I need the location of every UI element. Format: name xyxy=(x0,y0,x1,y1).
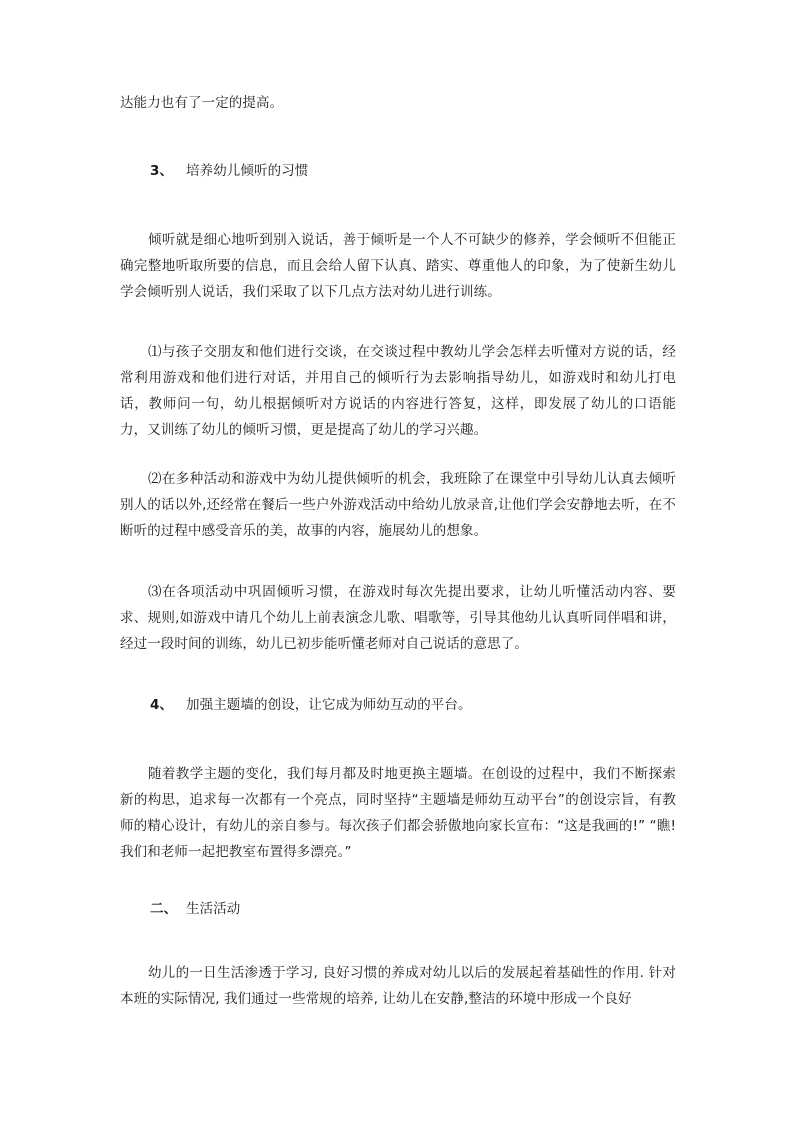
section-3-intro-paragraph: 倾听就是细心地听到别入说话，善于倾听是一个人不可缺少的修养，学会倾听不但能正确完整地听取所要的信息，而且会给人留下认真、踏实、尊重他人的印象，为了使新生幼儿学会倾听别人说话，我们采取了以下几点方法对幼儿进行训练。 xyxy=(120,232,676,300)
section-3-title: 培养幼儿倾听的习惯 xyxy=(186,163,309,179)
section-3-point-1-paragraph: ⑴与孩子交朋友和他们进行交谈，在交谈过程中教幼儿学会怎样去听懂对方说的话，经常利用游戏和他们进行对话，并用自己的倾听行为去影响指导幼儿，如游戏时和幼儿打电话，教师问一句，幼儿根据倾听对方说话的内容进行答复，这样，即发展了幼儿的口语能力，又训练了幼儿的倾听习惯，更是提高了幼儿的学习兴趣。 xyxy=(120,344,676,438)
section-3-heading xyxy=(150,158,670,184)
section-3-number: 3、 xyxy=(150,163,174,179)
section-two-paragraph: 幼儿的一日生活渗透于学习, 良好习惯的养成对幼儿以后的发展起着基础性的作用. 针对本班的实际情况, 我们通过一些常规的培养, 让幼儿在安静,整洁的环境中形成一个良好 xyxy=(120,965,676,1007)
section-3-point-2-paragraph: ⑵在多种活动和游戏中为幼儿提供倾听的机会，我班除了在课堂中引导幼儿认真去倾听别人的话以外,还经常在餐后一些户外游戏活动中给幼儿放录音,让他们学会安静地去听，在不断听的过程中感受音乐的美，故事的内容，施展幼儿的想象。 xyxy=(120,471,676,539)
section-two-title: 生活活动 xyxy=(186,901,241,917)
section-4-title: 加强主题墙的创设，让它成为师幼互动的平台。 xyxy=(186,697,472,713)
section-two-heading xyxy=(150,896,670,922)
section-3-point-3-paragraph: ⑶在各项活动中巩固倾听习惯，在游戏时每次先提出要求，让幼儿听懂活动内容、要求、规则,如游戏中请几个幼儿上前表演念儿歌、唱歌等，引导其他幼儿认真听同伴唱和讲，经过一段时间的训练，幼儿已初步能听懂老师对自己说话的意思了。 xyxy=(120,584,676,652)
section-4-number: 4、 xyxy=(150,697,174,713)
section-4-heading xyxy=(150,692,670,718)
continuation-text: 达能力也有了一定的提高。 xyxy=(120,95,284,111)
section-4-paragraph: 随着教学主题的变化，我们每月都及时地更换主题墙。在创设的过程中，我们不断探索新的构思，追求每一次都有一个亮点，同时坚持“主题墙是师幼互动平台”的创设宗旨，有教师的精心设计，有幼儿的亲自参与。每次孩子们都会骄傲地向家长宣布：“这是我画的!” “瞧!我们和老师一起把教室布置得多漂亮。” xyxy=(120,766,676,860)
section-two-number: 二、 xyxy=(150,901,178,917)
